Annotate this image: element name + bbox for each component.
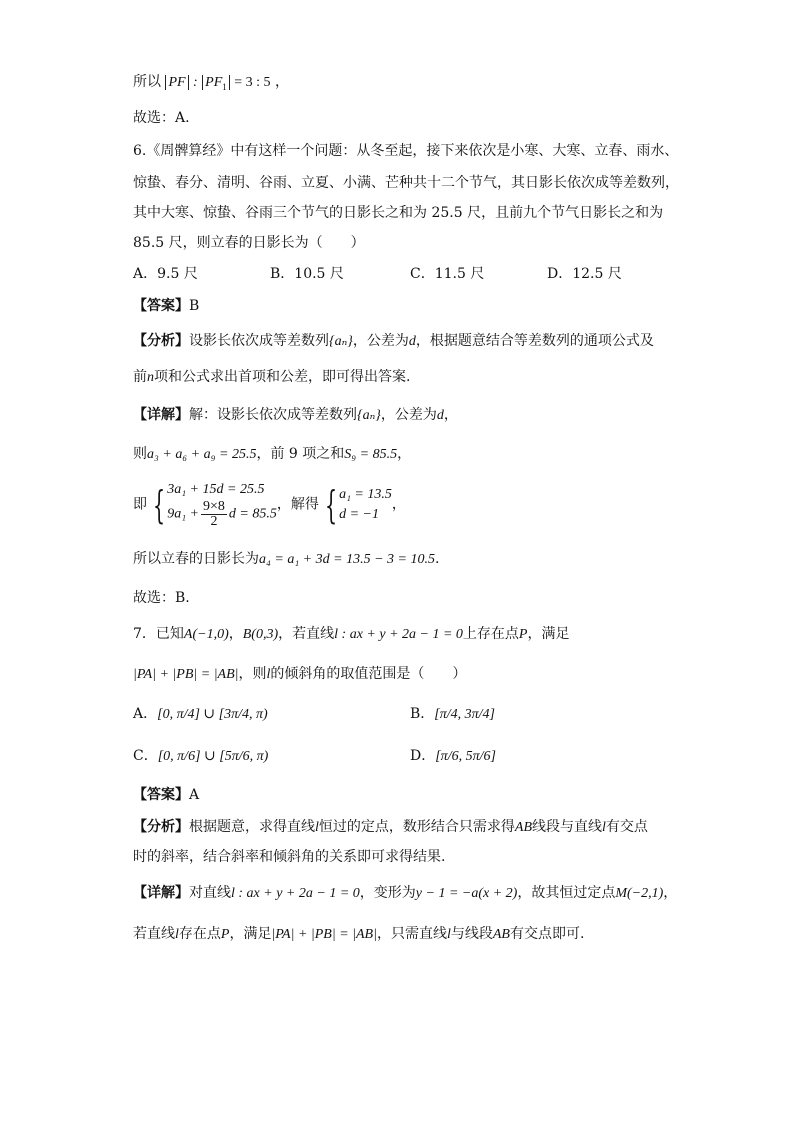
q7-text-line-2: |PA| + |PB| = |AB|，则l的倾斜角的取值范围是（ ） xyxy=(133,666,467,682)
q6-detail-line-1: 【详解】解：设影长依次成等差数列{aₙ}，公差为d， xyxy=(133,407,458,423)
equation-sum: a₃ + a₆ + a₉ = 25.5 xyxy=(147,447,257,462)
q6-text-line-2: 惊蛰、春分、清明、谷雨、立夏、小满、芒种共十二个节气，其日影长依次成等差数列， xyxy=(133,175,679,191)
q7-detail-line-1: 【详解】对直线l : ax + y + 2a − 1 = 0，变形为y − 1 = −a(x + 2)，故其恒过定点M(−2,1)， xyxy=(133,885,678,901)
q6-text-line-4: 85.5 尺，则立春的日影长为（ ） xyxy=(133,235,365,251)
equation-s9: S₉ = 85.5 xyxy=(344,447,398,462)
q7-option-b: B．[π/4, 3π/4] xyxy=(410,706,495,722)
q7-detail-line-2: 若直线l存在点P，满足|PA| + |PB| = |AB|，只需直线l与线段AB有交点即可. xyxy=(133,926,585,942)
q7-answer: 【答案】A xyxy=(133,787,200,803)
equation-system: 3a₁ + 15d = 25.5 9a₁ + $\frac{9\times 8}{2}$ d = 85.5 xyxy=(167,482,277,529)
q6-answer: 【答案】B xyxy=(133,298,200,314)
q6-detail-line-2: 则a₃ + a₆ + a₉ = 25.5，前 9 项之和S₉ = 85.5， xyxy=(133,446,412,462)
q7-analysis-line-2: 时的斜率，结合斜率和倾斜角的关系即可求得结果. xyxy=(133,849,446,865)
q6-conclusion: 故选：B. xyxy=(133,590,190,606)
q6-text-line-1: 6.《周髀算经》中有这样一个问题：从冬至起，接下来依次是小寒、大寒、立春、雨水、 xyxy=(133,143,679,159)
q6-option-b: B．10.5 尺 xyxy=(270,266,344,282)
q7-option-d: D．[π/6, 5π/6] xyxy=(410,748,496,764)
q7-option-c: C．[0, π/6] ∪ [5π/6, π) xyxy=(133,748,269,764)
q7-analysis-line-1: 【分析】根据题意，求得直线l恒过的定点，数形结合只需求得AB线段与直线l有交点 xyxy=(133,819,648,835)
q6-analysis-line-2: 前n项和公式求出首项和公差，即可得出答案. xyxy=(133,369,411,385)
q6-option-d: D．12.5 尺 xyxy=(547,266,622,282)
q6-final-line: 所以立春的日影长为a₄ = a₁ + 3d = 13.5 − 3 = 10.5. xyxy=(133,551,440,567)
abs-pf1: $PF_1$ xyxy=(202,75,230,90)
q7-text-line-1: 7．已知A(−1,0)，B(0,3)，若直线l : ax + y + 2a − 1 = 0上存在点P，满足 xyxy=(133,626,570,642)
abs-pf: PF xyxy=(165,75,188,90)
ratio-line: 所以 PF : $PF_1 = 3$ : 5 ， xyxy=(133,74,289,92)
q6-text-line-3: 其中大寒、惊蛰、谷雨三个节气的日影长之和为 25.5 尺，且前九个节气日影长之和为 xyxy=(133,205,664,221)
q6-system: 即 { 3a₁ + 15d = 25.5 9a₁ + $\frac{9\times 8}{2}$ d = 85.5 ，解得 { a₁ = 13.5 d = −1 ， xyxy=(133,482,406,529)
ratio-value: = 3 : 5 xyxy=(234,75,271,90)
previous-answer: 故选：A. xyxy=(133,110,190,126)
text: 所以 xyxy=(133,74,161,90)
q6-option-a: A．9.5 尺 xyxy=(133,266,198,282)
q7-option-a: A．[0, π/4] ∪ [3π/4, π) xyxy=(133,706,268,722)
solution-system: a₁ = 13.5 d = −1 xyxy=(339,486,392,522)
final-equation: a₄ = a₁ + 3d = 13.5 − 3 = 10.5 xyxy=(259,552,435,567)
q6-option-c: C．11.5 尺 xyxy=(410,266,485,282)
q6-analysis-line-1: 【分析】设影长依次成等差数列{aₙ}，公差为d，根据题意结合等差数列的通项公式及 xyxy=(133,333,654,349)
